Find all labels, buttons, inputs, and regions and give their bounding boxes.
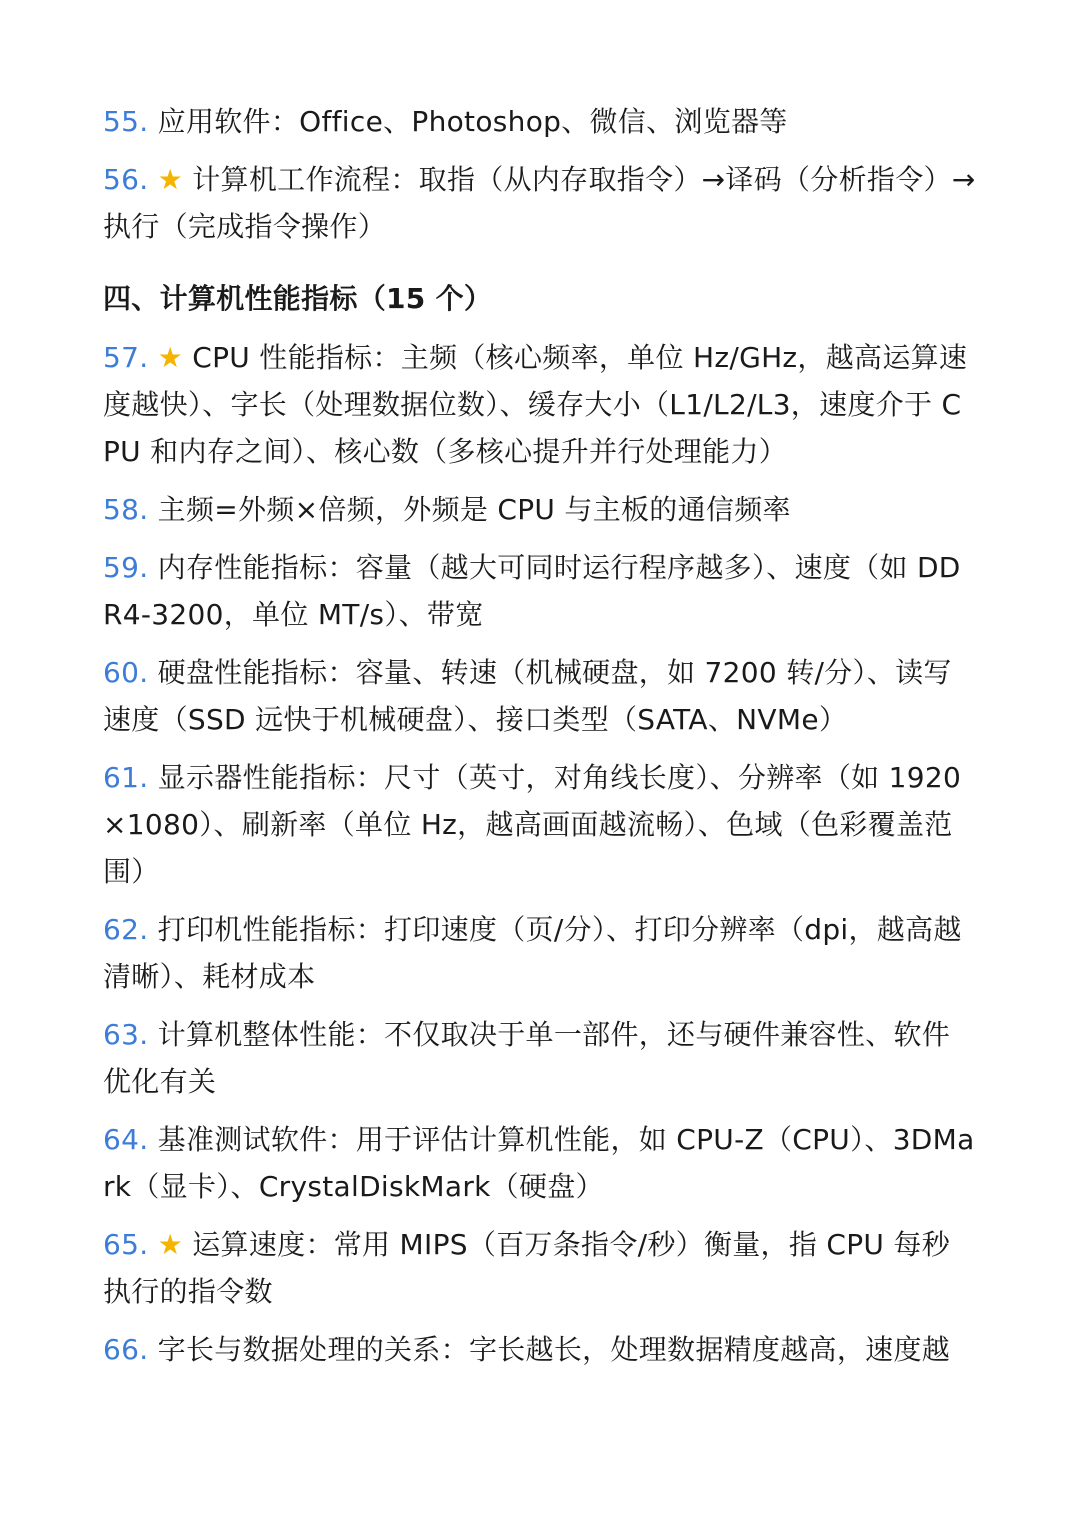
item-number: 59.	[103, 551, 149, 584]
star-icon: ★	[157, 341, 184, 374]
item-number: 55.	[103, 105, 149, 138]
list-item	[103, 156, 978, 250]
list-item	[103, 754, 978, 895]
item-text: 主频=外频×倍频，外频是 CPU 与主板的通信频率	[157, 493, 791, 526]
item-number: 65.	[103, 1228, 149, 1261]
item-number: 57.	[103, 341, 149, 374]
item-text: 计算机工作流程：取指（从内存取指令）→译码（分析指令）→执行（完成指令操作）	[103, 163, 976, 243]
item-number: 60.	[103, 656, 149, 689]
item-number: 56.	[103, 163, 149, 196]
list-item	[103, 544, 978, 638]
item-number: 62.	[103, 913, 149, 946]
section-heading: 四、计算机性能指标（15 个）	[103, 282, 493, 315]
star-icon: ★	[157, 163, 184, 196]
list-item	[103, 98, 978, 145]
item-number: 66.	[103, 1333, 149, 1366]
list-item	[103, 1116, 978, 1210]
list-item	[103, 486, 978, 533]
list-item	[103, 1221, 978, 1315]
item-text: 计算机整体性能：不仅取决于单一部件，还与硬件兼容性、软件优化有关	[103, 1018, 951, 1098]
list-item	[103, 906, 978, 1000]
item-text: CPU 性能指标：主频（核心频率，单位 Hz/GHz，越高运算速度越快）、字长（处理数据位数）、缓存大小（L1/L2/L3，速度介于 CPU 和内存之间）、核心数（多核心提升并行处理能力）	[103, 341, 968, 468]
list-item	[103, 1011, 978, 1105]
item-text: 运算速度：常用 MIPS（百万条指令/秒）衡量，指 CPU 每秒执行的指令数	[103, 1228, 950, 1308]
list-item	[103, 649, 978, 743]
item-text: 打印机性能指标：打印速度（页/分）、打印分辨率（dpi，越高越清晰）、耗材成本	[103, 913, 962, 993]
item-text: 内存性能指标：容量（越大可同时运行程序越多）、速度（如 DDR4-3200，单位 MT/s）、带宽	[103, 551, 961, 631]
item-text: 字长与数据处理的关系：字长越长，处理数据精度越高，速度越	[157, 1333, 951, 1366]
item-number: 64.	[103, 1123, 149, 1156]
list-item	[103, 1326, 978, 1373]
item-text: 应用软件：Office、Photoshop、微信、浏览器等	[157, 105, 788, 138]
document-page	[103, 98, 978, 1384]
item-text: 显示器性能指标：尺寸（英寸，对角线长度）、分辨率（如 1920×1080）、刷新率（单位 Hz，越高画面越流畅）、色域（色彩覆盖范围）	[103, 761, 962, 888]
item-number: 58.	[103, 493, 149, 526]
star-icon: ★	[157, 1228, 184, 1261]
item-number: 63.	[103, 1018, 149, 1051]
item-text: 硬盘性能指标：容量、转速（机械硬盘，如 7200 转/分）、读写速度（SSD 远快于机械硬盘）、接口类型（SATA、NVMe）	[103, 656, 952, 736]
list-item	[103, 334, 978, 475]
item-number: 61.	[103, 761, 149, 794]
item-text: 基准测试软件：用于评估计算机性能，如 CPU-Z（CPU）、3DMark（显卡）、CrystalDiskMark（硬盘）	[103, 1123, 975, 1203]
